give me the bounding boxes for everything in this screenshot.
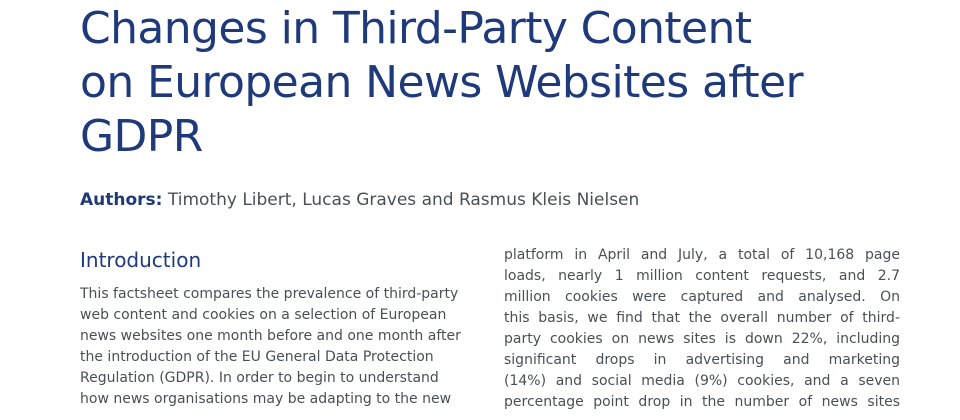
left-column [80, 246, 478, 410]
findings-line: this basis, we find that the overall number of third- [504, 310, 900, 326]
findings-line: million cookies were captured and analysed. On [504, 289, 900, 305]
findings-line: (14%) and social media (9%) cookies, and a seven [504, 373, 900, 389]
introduction-line: the introduction of the EU General Data Protection [80, 349, 434, 365]
findings-line: party cookies on news sites is down 22%, including [504, 331, 900, 347]
introduction-line: Regulation (GDPR). In order to begin to understand [80, 370, 439, 386]
findings-line: significant drops in advertising and marketing [504, 352, 900, 368]
findings-line: platform in April and July, a total of 10,168 page [504, 247, 900, 263]
right-column [504, 245, 900, 413]
title-line-2: on European News Websites after [80, 57, 804, 108]
title-line-1: Changes in Third-Party Content [80, 3, 752, 54]
introduction-line: how news organisations may be adapting to the new [80, 391, 452, 407]
document-title [80, 2, 900, 164]
findings-line: percentage point drop in the number of news sites [504, 394, 900, 410]
section-heading-introduction: Introduction [80, 248, 202, 272]
authors-line [80, 188, 639, 212]
findings-paragraph [504, 245, 900, 413]
introduction-line: This factsheet compares the prevalence of third-party [80, 286, 459, 302]
findings-line: loads, nearly 1 million content requests, and 2.7 [504, 268, 900, 284]
authors-label: Authors: [80, 190, 163, 210]
authors-names: Timothy Libert, Lucas Graves and Rasmus Kleis Nielsen [167, 190, 640, 210]
introduction-line: news websites one month before and one month after [80, 328, 461, 344]
introduction-line: web content and cookies on a selection of European [80, 307, 447, 323]
introduction-paragraph [80, 284, 478, 410]
title-line-3: GDPR [80, 111, 203, 162]
